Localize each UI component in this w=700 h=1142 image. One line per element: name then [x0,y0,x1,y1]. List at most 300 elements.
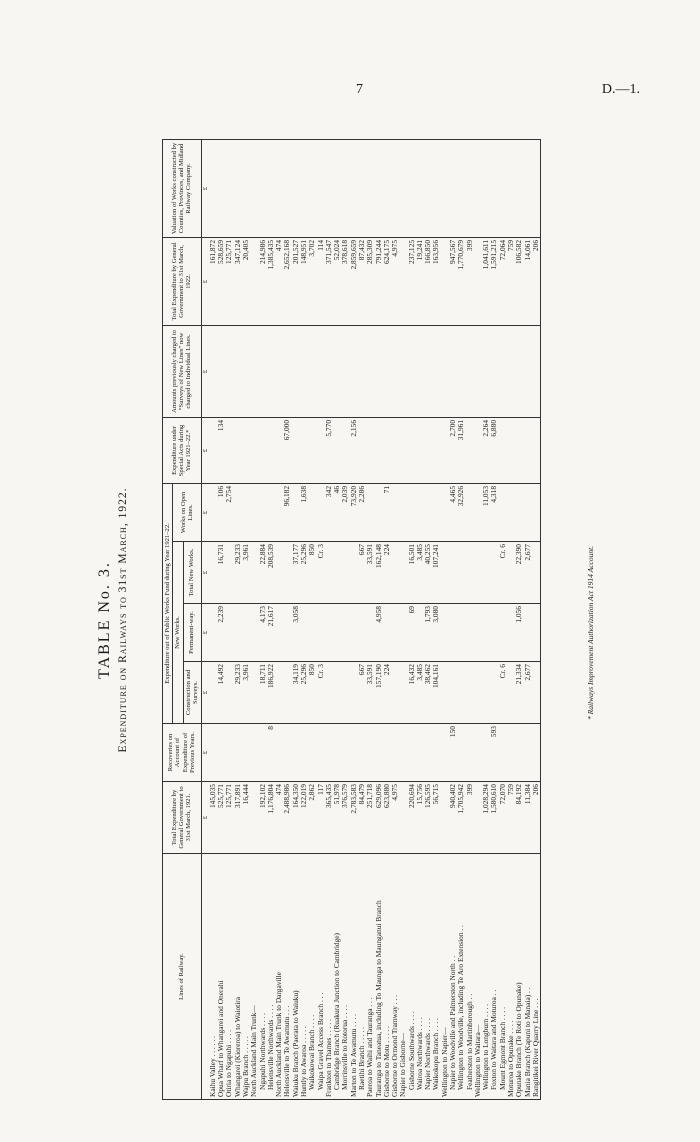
cell-tnw: Cr. 3 [317,542,325,604]
cell-cs [416,325,424,417]
cell-tnw [457,542,465,604]
table-subtitle: Expenditure on Railways to 31st March, 1922. [117,487,129,753]
cell-rec [209,724,217,782]
cell-tnw: 162,148 [375,542,383,604]
cell-pw [317,604,325,662]
cell-t21: 84,479 [358,782,366,854]
cell-val [225,139,233,237]
cell-val [474,139,482,237]
cell-t22: 759 [507,237,515,325]
cell-rec: 150 [449,724,457,782]
header-lines: Lines of Railway. [163,854,202,1100]
cell-cs [267,325,275,417]
railway-line-name: Wellington to Woodville, including Te Aro Extension . . [457,854,465,1100]
cell-cs [399,325,407,417]
cell-t21: 145,035 [209,782,217,854]
table-row [341,139,349,1099]
cell-pw [242,604,250,662]
railway-line-name: Moturoa to Opunake . . . . [507,854,515,1100]
cell-sa [424,417,432,483]
cell-val [416,139,424,237]
table-row [225,139,233,1099]
railway-line-name: Morrinsville to Rotorua . . . . [341,854,349,1100]
cell-val [391,139,399,237]
cell-ol: 46 [333,483,341,541]
cell-pw [490,604,498,662]
cell-val [449,139,457,237]
cell-t22: 791,244 [375,237,383,325]
cell-t22: 285,309 [366,237,374,325]
cell-con [275,662,283,724]
cell-rec [466,724,474,782]
cell-sa [300,417,308,483]
currency-unit-cell: £ [201,417,209,483]
cell-rec [350,724,358,782]
table-row [234,139,242,1099]
railway-line-name: Kaihu Valley . . . . . . [209,854,217,1100]
cell-t21: 2,488,986 [283,782,291,854]
railway-line-name: Waikokowai Branch . . . . [308,854,316,1100]
cell-sa [308,417,316,483]
cell-rec [532,724,541,782]
cell-t22: 1,041,611 [482,237,490,325]
cell-t21: 629,096 [375,782,383,854]
cell-ol: 1,638 [300,483,308,541]
railway-line-name: Opua Wharf to Whangarei and Onerahi [217,854,225,1100]
cell-con: 21,334 [515,662,523,724]
cell-t22: 125,771 [225,237,233,325]
cell-tnw [482,542,490,604]
cell-rec [325,724,333,782]
cell-t21: 164,350 [292,782,300,854]
cell-con [474,662,482,724]
cell-cs [408,325,416,417]
table-row [515,139,523,1099]
cell-cs [225,325,233,417]
cell-sa: 2,700 [449,417,457,483]
cell-ol [242,483,250,541]
cell-t22: 201,527 [292,237,300,325]
cell-con: 157,190 [375,662,383,724]
cell-ol: 2,039 [341,483,349,541]
cell-sa [524,417,532,483]
table-row [292,139,300,1099]
cell-con: 186,922 [267,662,275,724]
cell-val [259,139,267,237]
cell-t22: 166,850 [424,237,432,325]
railway-line-name: Gisborne to Motu . . . . . [383,854,391,1100]
cell-sa: 6,880 [490,417,498,483]
cell-pw [482,604,490,662]
cell-cs [283,325,291,417]
cell-sa [366,417,374,483]
cell-tnw: 667 [358,542,366,604]
cell-val [457,139,465,237]
cell-con [449,662,457,724]
cell-con: 18,711 [259,662,267,724]
cell-con: 25,296 [300,662,308,724]
cell-pw: 4,173 [259,604,267,662]
cell-rec [507,724,515,782]
cell-val [507,139,515,237]
cell-val [275,139,283,237]
cell-ol [391,483,399,541]
cell-t21: 525,771 [217,782,225,854]
cell-t22: 1,770,679 [457,237,465,325]
page-number: 7 [356,82,363,97]
railway-line-name: Rangitikei River Quarry Line . . . [532,854,541,1100]
cell-ol: 4,318 [490,483,498,541]
table-row [482,139,490,1099]
cell-tnw [325,542,333,604]
cell-rec [259,724,267,782]
cell-val [350,139,358,237]
railway-line-name: North Auckland Main Trunk— [250,854,258,1100]
cell-t21: 474 [275,782,283,854]
header-total-1922: Total Expenditure by General Government to 31st March, 1922. [163,237,202,325]
cell-t21: 126,595 [424,782,432,854]
cell-rec [333,724,341,782]
cell-t22: 371,547 [325,237,333,325]
cell-rec [432,724,440,782]
cell-rec [383,724,391,782]
cell-ol [366,483,374,541]
railway-line-name: Wellington to Waitara— [474,854,482,1100]
cell-cs [366,325,374,417]
cell-t22: 163,956 [432,237,440,325]
cell-t21: 192,102 [259,782,267,854]
cell-ol [524,483,532,541]
cell-t21: 72,070 [499,782,507,854]
cell-tnw [466,542,474,604]
cell-t22: 14,061 [524,237,532,325]
cell-sa: 2,156 [350,417,358,483]
cell-rec [375,724,383,782]
cell-t22: 87,432 [358,237,366,325]
table-row [317,139,325,1099]
cell-t21: 2,862 [308,782,316,854]
cell-t21: 125,771 [225,782,233,854]
cell-t22: 474 [275,237,283,325]
header-pwf-group: Expenditure out of Public Works Fund during Year 1921–22. [163,483,173,723]
cell-sa [499,417,507,483]
cell-ol: 106 [217,483,225,541]
cell-t21: 117 [317,782,325,854]
cell-tnw [275,542,283,604]
currency-unit-row [201,139,209,1099]
cell-t21: 1,705,942 [457,782,465,854]
table-row [333,139,341,1099]
cell-con: 224 [383,662,391,724]
cell-cs [474,325,482,417]
cell-t22: 947,567 [449,237,457,325]
cell-pw [449,604,457,662]
cell-pw [225,604,233,662]
cell-rec [341,724,349,782]
cell-ol: 342 [325,483,333,541]
railway-line-name: Paeroa to Waihi and Tauranga . . . [366,854,374,1100]
cell-ol [416,483,424,541]
cell-t22: 1,591,215 [490,237,498,325]
railway-line-name: Wellington to Napier— [441,854,449,1100]
cell-cs [532,325,541,417]
cell-tnw: 107,241 [432,542,440,604]
cell-t21: 940,402 [449,782,457,854]
cell-pw [308,604,316,662]
cell-con [333,662,341,724]
cell-rec [283,724,291,782]
cell-con [441,662,449,724]
cell-con: 38,462 [424,662,432,724]
cell-sa: 2,264 [482,417,490,483]
railway-line-name: Napier to Gisborne— [399,854,407,1100]
header-open-lines: Works on Open Lines. [173,483,201,541]
cell-rec [358,724,366,782]
cell-rec [300,724,308,782]
cell-val [375,139,383,237]
cell-pw [499,604,507,662]
table-row [350,139,358,1099]
cell-ol [532,483,541,541]
cell-t22: 2,652,168 [283,237,291,325]
cell-t22: 4,975 [391,237,399,325]
cell-tnw: 29,233 [234,542,242,604]
cell-t21: 317,891 [234,782,242,854]
cell-t21: 51,978 [333,782,341,854]
header-charged-survey: Amounts previously charged to “Surveys of New Lines” now charged to Individual Lines. [163,325,202,417]
cell-con: 3,485 [416,662,424,724]
cell-rec [366,724,374,782]
cell-sa: 31,961 [457,417,465,483]
cell-con [325,662,333,724]
cell-con: Cr. 3 [317,662,325,724]
cell-cs [375,325,383,417]
cell-t22: 206 [532,237,541,325]
cell-cs [333,325,341,417]
cell-val [283,139,291,237]
cell-cs [358,325,366,417]
cell-cs [466,325,474,417]
cell-pw [325,604,333,662]
cell-rec [391,724,399,782]
cell-pw [524,604,532,662]
cell-cs [325,325,333,417]
cell-tnw [333,542,341,604]
railway-line-name: Mount Egmont Branch . . . . [499,854,507,1100]
cell-tnw: 33,591 [366,542,374,604]
cell-t21: 365,435 [325,782,333,854]
table-row [532,139,541,1099]
cell-val [466,139,474,237]
railway-line-name: Helensville Northwards . . . . [267,854,275,1100]
cell-tnw: 3,961 [242,542,250,604]
cell-val [308,139,316,237]
cell-sa [358,417,366,483]
cell-sa [408,417,416,483]
cell-cs [317,325,325,417]
cell-pw [474,604,482,662]
table-row [217,139,225,1099]
cell-cs [292,325,300,417]
cell-tnw: 2,677 [524,542,532,604]
cell-cs [350,325,358,417]
table-row [375,139,383,1099]
cell-sa [399,417,407,483]
cell-rec [499,724,507,782]
cell-ol [432,483,440,541]
cell-con [457,662,465,724]
cell-ol [267,483,275,541]
cell-pw [441,604,449,662]
header-construction: Construction and Surveys. [183,662,201,724]
cell-rec [399,724,407,782]
cell-ol: 2,754 [225,483,233,541]
cell-sa [225,417,233,483]
cell-val [333,139,341,237]
cell-rec [317,724,325,782]
railway-line-name: Whangarei (Kioreroa) to Waiotira [234,854,242,1100]
cell-t22: 237,125 [408,237,416,325]
cell-tnw: 22,390 [515,542,523,604]
cell-val [366,139,374,237]
cell-t21: 1,580,610 [490,782,498,854]
cell-rec [474,724,482,782]
table-row [275,139,283,1099]
cell-sa [532,417,541,483]
cell-pw [358,604,366,662]
cell-cs [499,325,507,417]
cell-pw [350,604,358,662]
cell-pw: 1,793 [424,604,432,662]
table-row [432,139,440,1099]
cell-con: 2,677 [524,662,532,724]
cell-t22: 624,175 [383,237,391,325]
cell-t22: 1,385,435 [267,237,275,325]
cell-t21: 56,715 [432,782,440,854]
cell-pw [532,604,541,662]
cell-sa [432,417,440,483]
cell-rec [515,724,523,782]
cell-val [524,139,532,237]
railway-line-name: Gisborne Southwards . . . . [408,854,416,1100]
cell-t21: 11,384 [524,782,532,854]
cell-t22: 148,951 [300,237,308,325]
cell-t21: 4,975 [391,782,399,854]
cell-cs [341,325,349,417]
cell-tnw [391,542,399,604]
table-row [300,139,308,1099]
table-body [201,139,541,1099]
table-row [524,139,532,1099]
cell-rec [457,724,465,782]
cell-con [466,662,474,724]
rotated-table-page [90,140,620,1100]
cell-tnw: 16,731 [217,542,225,604]
cell-val [499,139,507,237]
cell-val [267,139,275,237]
table-row [466,139,474,1099]
cell-t21: 220,694 [408,782,416,854]
railway-line-name: Otiria to Ngapuhi . . . . [225,854,233,1100]
cell-val [532,139,541,237]
cell-tnw: 208,539 [267,542,275,604]
table-row [490,139,498,1099]
cell-t21: 1,176,804 [267,782,275,854]
cell-sa [375,417,383,483]
cell-val [515,139,523,237]
railway-line-name: North Auckland Main Trunk to Dargaville [275,854,283,1100]
cell-tnw [474,542,482,604]
cell-con [341,662,349,724]
cell-con [482,662,490,724]
cell-cs [441,325,449,417]
cell-ol [466,483,474,541]
cell-rec [524,724,532,782]
cell-sa [259,417,267,483]
cell-val [383,139,391,237]
cell-pw: 3,080 [432,604,440,662]
cell-cs [234,325,242,417]
cell-pw [457,604,465,662]
cell-ol [399,483,407,541]
railway-line-name: Waikokopu Branch . . . . [432,854,440,1100]
cell-val [300,139,308,237]
cell-t21: 15,756 [416,782,424,854]
cell-tnw: 224 [383,542,391,604]
table-row [308,139,316,1099]
table-row [267,139,275,1099]
railway-line-name: Wairoa Northwards . . . . [416,854,424,1100]
cell-cs [383,325,391,417]
cell-ol: 32,926 [457,483,465,541]
railway-line-name: Napier Northwards . . . . [424,854,432,1100]
cell-ol [499,483,507,541]
currency-unit-cell: £ [201,662,209,724]
cell-val [242,139,250,237]
cell-val [358,139,366,237]
currency-unit-cell: £ [201,325,209,417]
cell-rec [242,724,250,782]
cell-pw: 21,617 [267,604,275,662]
cell-pw [300,604,308,662]
table-row [358,139,366,1099]
cell-val [250,139,258,237]
currency-unit-cell: £ [201,724,209,782]
cell-val [317,139,325,237]
cell-pw [383,604,391,662]
railway-line-name: Mania Branch (Kapuni to Manaia) . . [524,854,532,1100]
cell-ol: 71 [383,483,391,541]
railway-line-name: Waipa Gravel Access Branch . . . [317,854,325,1100]
cell-cs [482,325,490,417]
cell-cs [524,325,532,417]
cell-sa [416,417,424,483]
header-total-new-works: Total New Works. [183,542,201,604]
table-row [242,139,250,1099]
railway-line-name: Wellington to Longburn . . . . [482,854,490,1100]
document-reference: D.—1. [601,82,640,97]
cell-tnw: 25,296 [300,542,308,604]
cell-tnw: 37,177 [292,542,300,604]
cell-pw: 3,058 [292,604,300,662]
cell-cs [275,325,283,417]
cell-cs [308,325,316,417]
cell-rec [424,724,432,782]
cell-t21: 251,718 [366,782,374,854]
footnote: * Railways Improvement Authorization Act 1914 Account. [586,545,595,720]
cell-con: 667 [358,662,366,724]
cell-pw [275,604,283,662]
